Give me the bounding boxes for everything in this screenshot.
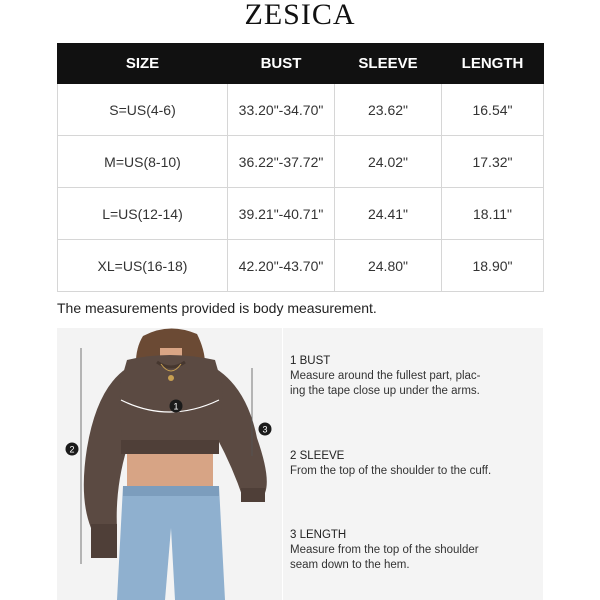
marker-3-label: 3 bbox=[262, 424, 268, 435]
size-cell: XL=US(16-18) bbox=[58, 240, 228, 292]
brand-logo: ZESICA bbox=[244, 0, 356, 31]
bust-cell: 39.21"-40.71" bbox=[228, 188, 335, 240]
pendant-shape bbox=[168, 375, 174, 381]
header-sleeve: SLEEVE bbox=[335, 44, 442, 84]
bust-cell: 33.20"-34.70" bbox=[228, 84, 335, 136]
table-header-row bbox=[58, 44, 544, 84]
sleeve-desc-line1: From the top of the shoulder to the cuff. bbox=[290, 465, 492, 477]
header-length: LENGTH bbox=[442, 44, 544, 84]
bust-cell: 42.20"-43.70" bbox=[228, 240, 335, 292]
length-cell: 18.11" bbox=[442, 188, 544, 240]
model-figure-panel bbox=[57, 328, 282, 600]
sleeve-cell: 24.80" bbox=[335, 240, 442, 292]
midriff-shape bbox=[127, 454, 213, 486]
header-bust: BUST bbox=[228, 44, 335, 84]
bust-desc-line1: Measure around the fullest part, plac- bbox=[290, 370, 481, 382]
length-desc-line2: seam down to the hem. bbox=[290, 559, 410, 571]
sleeve-cell: 24.41" bbox=[335, 188, 442, 240]
marker-2 bbox=[66, 443, 79, 456]
header-size: SIZE bbox=[58, 44, 228, 84]
size-cell: M=US(8-10) bbox=[58, 136, 228, 188]
marker-2-label: 2 bbox=[69, 444, 75, 455]
sweater-hem-shape bbox=[121, 440, 219, 454]
jeans-shape bbox=[117, 486, 225, 600]
model-illustration bbox=[57, 328, 282, 600]
right-cuff-shape bbox=[241, 488, 265, 502]
size-chart-table bbox=[57, 43, 544, 292]
size-cell: L=US(12-14) bbox=[58, 188, 228, 240]
bust-measure-item bbox=[290, 354, 540, 399]
length-measure-item bbox=[290, 528, 540, 573]
left-cuff-shape bbox=[91, 524, 117, 558]
length-title: 3 LENGTH bbox=[290, 529, 347, 541]
sleeve-cell: 23.62" bbox=[335, 84, 442, 136]
bust-cell: 36.22"-37.72" bbox=[228, 136, 335, 188]
table-row bbox=[58, 240, 544, 292]
length-desc-line1: Measure from the top of the shoulder bbox=[290, 544, 479, 556]
bust-desc-line2: ing the tape close up under the arms. bbox=[290, 385, 480, 397]
bust-title: 1 BUST bbox=[290, 355, 331, 367]
marker-1-label: 1 bbox=[173, 401, 179, 412]
sleeve-cell: 24.02" bbox=[335, 136, 442, 188]
measurement-note: The measurements provided is body measurement. bbox=[57, 300, 377, 316]
length-cell: 17.32" bbox=[442, 136, 544, 188]
jeans-waistband-shape bbox=[123, 486, 219, 496]
table-row bbox=[58, 136, 544, 188]
size-cell: S=US(4-6) bbox=[58, 84, 228, 136]
sleeve-measure-item bbox=[290, 449, 540, 479]
sleeve-title: 2 SLEEVE bbox=[290, 450, 345, 462]
marker-3 bbox=[259, 423, 272, 436]
marker-1 bbox=[170, 400, 183, 413]
table-row bbox=[58, 84, 544, 136]
table-row bbox=[58, 188, 544, 240]
length-cell: 18.90" bbox=[442, 240, 544, 292]
length-cell: 16.54" bbox=[442, 84, 544, 136]
measurement-guide-panel bbox=[283, 328, 543, 600]
